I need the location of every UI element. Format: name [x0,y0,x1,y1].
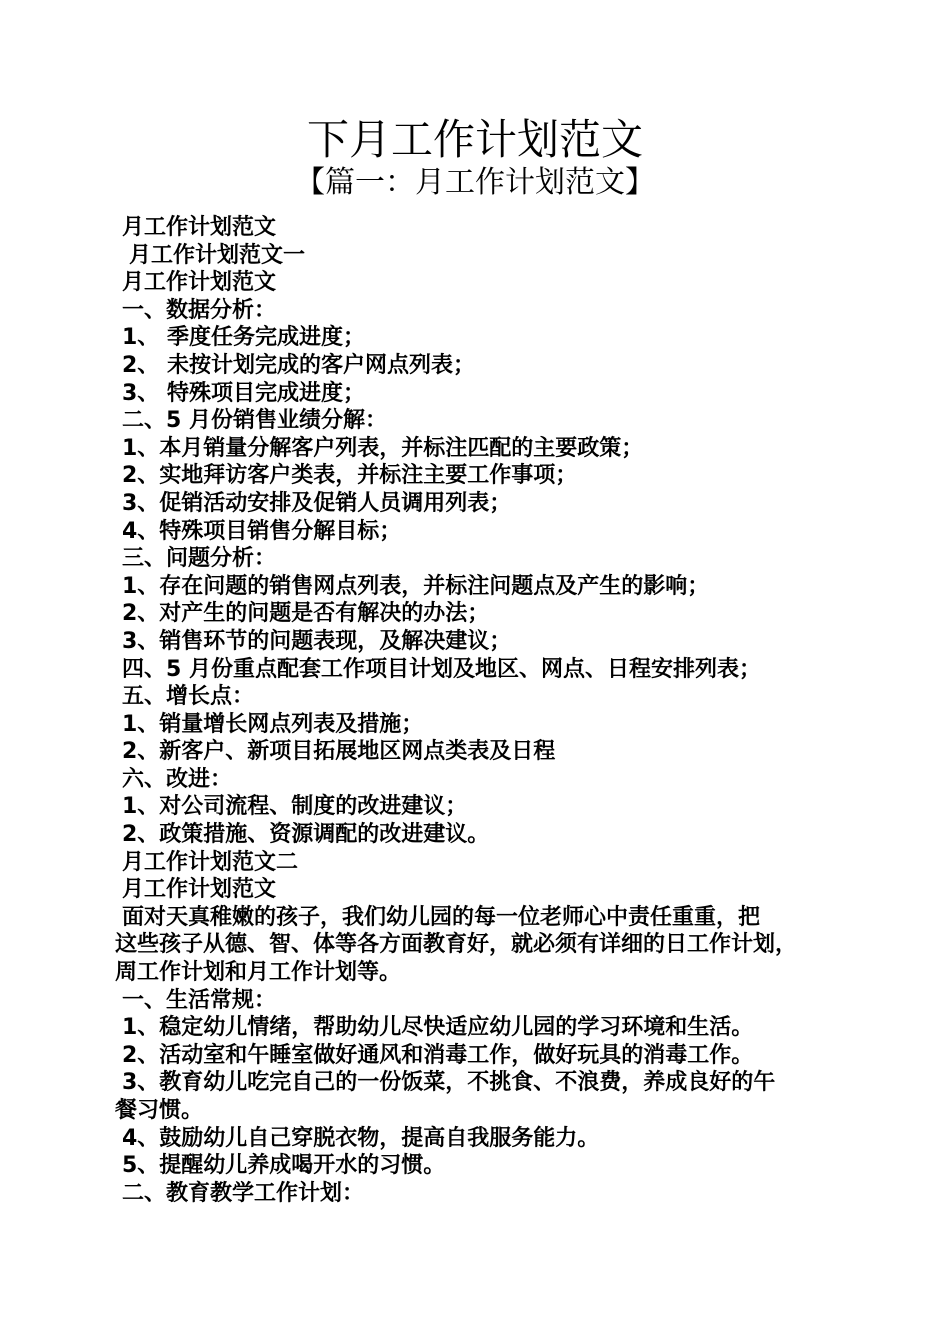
text-line: 2、对产生的问题是否有解决的办法； [122,601,490,627]
text-line: 月工作计划范文二 [122,849,299,875]
text-line: 2、实地拜访客户类表，并标注主要工作事项； [122,463,578,489]
text-line: 四、5 月份重点配套工作项目计划及地区、网点、日程安排列表； [122,656,761,682]
text-line: 3、 特殊项目完成进度； [122,380,365,406]
document-subtitle: 【篇一：月工作计划范文】 [295,165,655,200]
text-line: 1、本月销量分解客户列表，并标注匹配的主要政策； [122,435,644,461]
text-line: 一、生活常规： [122,987,277,1013]
text-line: 1、对公司流程、制度的改进建议； [122,794,468,820]
text-line: 3、教育幼儿吃完自己的一份饭菜，不挑食、不浪费，养成良好的午 [122,1070,776,1096]
document-title: 下月工作计划范文 [306,115,643,164]
text-line: 2、活动室和午睡室做好通风和消毒工作，做好玩具的消毒工作。 [122,1042,754,1068]
text-line: 一、数据分析： [122,297,277,323]
text-line: 六、改进： [122,766,233,792]
text-line: 月工作计划范文一 [129,242,306,268]
text-line: 五、增长点： [122,684,255,710]
text-line: 2、 未按计划完成的客户网点列表； [122,352,475,378]
text-line: 月工作计划范文 [122,215,277,240]
text-line: 1、存在问题的销售网点列表，并标注问题点及产生的影响； [122,573,710,599]
text-line: 3、销售环节的问题表现，及解决建议； [122,628,512,654]
text-line: 4、鼓励幼儿自己穿脱衣物，提高自我服务能力。 [122,1125,600,1151]
text-line: 2、新客户、新项目拓展地区网点类表及日程 [122,739,556,765]
text-line: 1、销量增长网点列表及措施； [122,711,424,737]
text-line: 二、教育教学工作计划： [122,1180,365,1206]
text-line: 月工作计划范文 [122,877,277,903]
text-line: 这些孩子从德、智、体等各方面教育好，就必须有详细的日工作计划， [115,932,798,958]
text-line: 2、政策措施、资源调配的改进建议。 [122,822,490,848]
text-line: 1、稳定幼儿情绪，帮助幼儿尽快适应幼儿园的学习环境和生活。 [122,1015,754,1041]
text-line: 二、5 月份销售业绩分解： [122,408,387,434]
text-line: 面对天真稚嫩的孩子，我们幼儿园的每一位老师心中责任重重，把 [122,904,761,930]
document-body [115,214,855,1207]
text-line: 餐习惯。 [115,1098,204,1123]
text-line: 三、问题分析： [122,546,277,572]
text-line: 周工作计划和月工作计划等。 [115,960,402,986]
text-line: 5、提醒幼儿养成喝开水的习惯。 [122,1153,446,1179]
text-line: 1、 季度任务完成进度； [122,325,365,351]
text-line: 3、促销活动安排及促销人员调用列表； [122,490,512,516]
text-line: 4、特殊项目销售分解目标； [122,518,402,544]
text-line: 月工作计划范文 [122,270,277,296]
